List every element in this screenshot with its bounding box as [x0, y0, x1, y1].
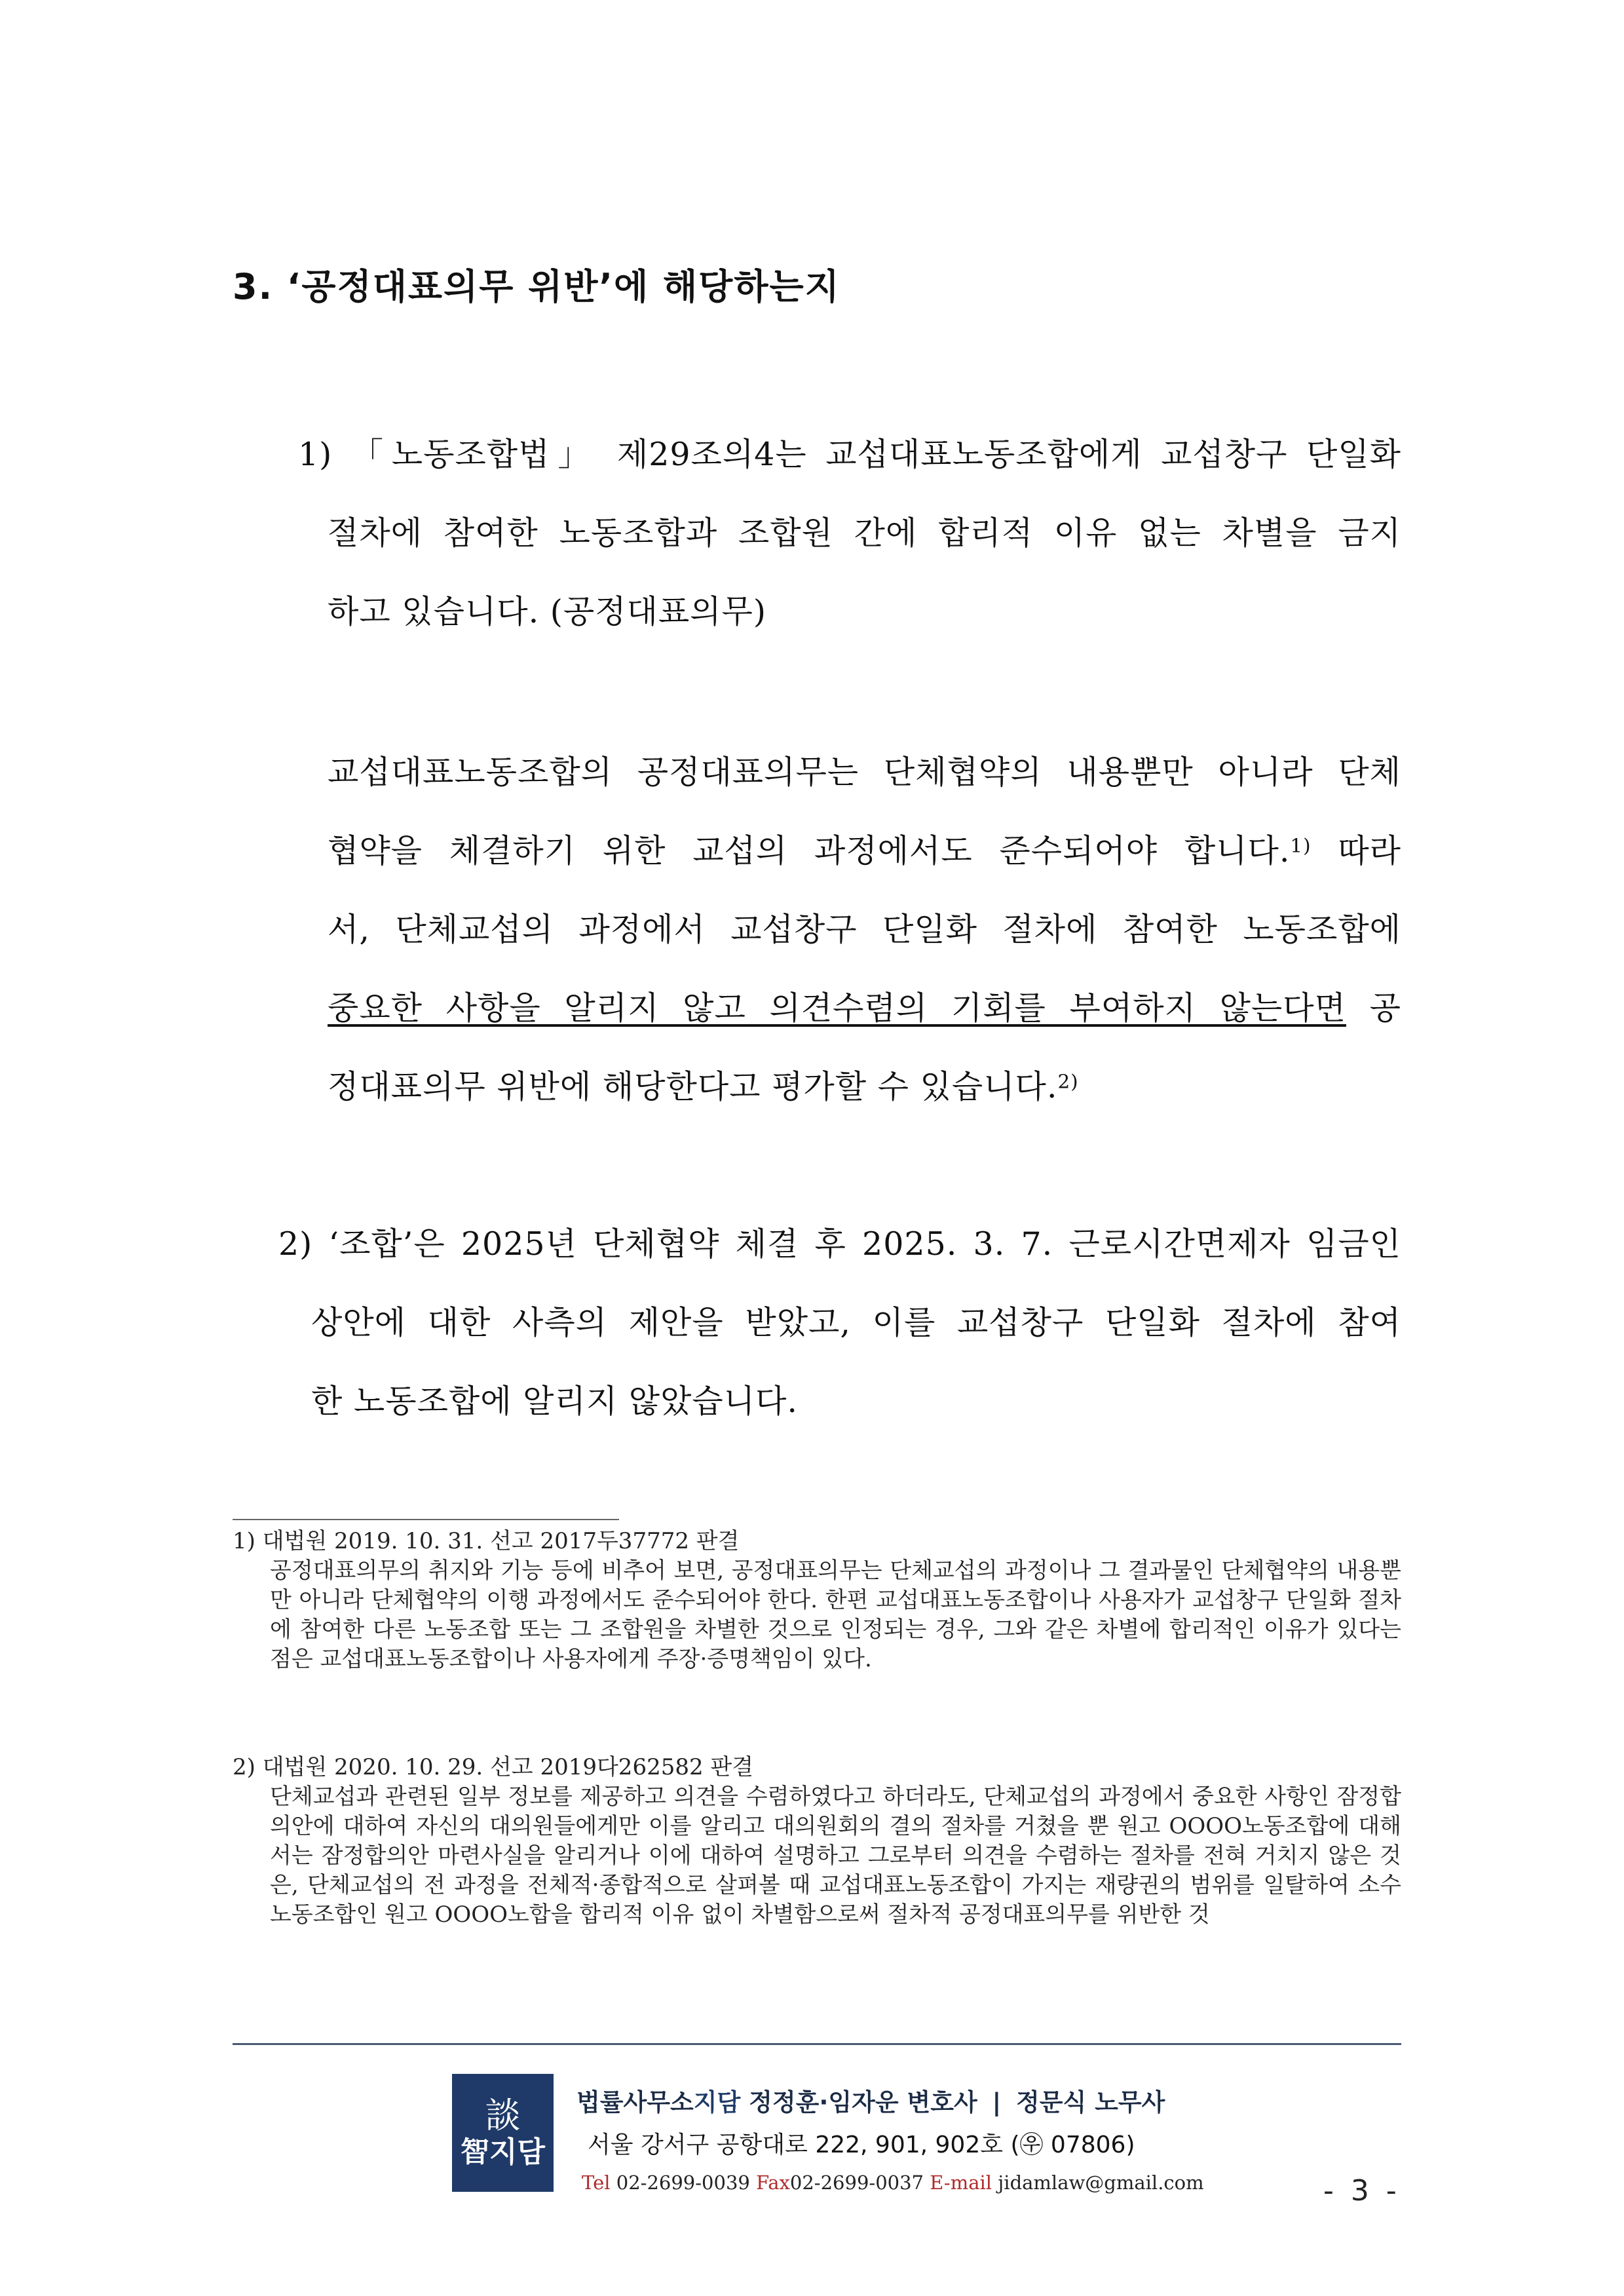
footnote-ref-1[interactable]: 1)	[1290, 834, 1312, 857]
paragraph-line	[328, 1062, 1401, 1107]
firm-separator: |	[992, 2088, 1002, 2116]
section-heading: 3. ‘공정대표의무 위반’에 해당하는지	[233, 266, 840, 307]
paragraph-line	[328, 983, 1401, 1029]
paragraph-line: 상안에 대한 사측의 제안을 받았고, 이를 교섭창구 단일화 절차에 참여	[311, 1304, 1401, 1341]
footnote-ref-2[interactable]: 2)	[1057, 1070, 1079, 1093]
footnote-citation: 1) 대법원 2019. 10. 31. 선고 2017두37772 판결	[233, 1528, 740, 1554]
footnote-1	[233, 1527, 1401, 1674]
firm-name	[576, 2082, 1165, 2118]
firm-contact	[582, 2172, 1204, 2194]
underlined-text: 중요한 사항을 알리지 않고 의견수렴의 기회를 부여하지 않는다면	[328, 989, 1346, 1027]
email-label: E-mail	[930, 2172, 992, 2194]
paragraph-line: 한 노동조합에 알리지 않았습니다.	[311, 1383, 798, 1420]
paragraph-line: 서, 단체교섭의 과정에서 교섭창구 단일화 절차에 참여한 노동조합에	[328, 911, 1401, 948]
footnote-separator	[233, 1519, 619, 1520]
paragraph-line	[328, 826, 1401, 871]
firm-brand: 지담	[693, 2088, 741, 2116]
paragraph-line: 교섭대표노동조합의 공정대표의무는 단체협약의 내용뿐만 아니라 단체	[328, 754, 1401, 791]
page-number: - 3 -	[1323, 2174, 1401, 2208]
line-text: 협약을 체결하기 위한 교섭의 과정에서도 준수되어야 합니다.	[328, 832, 1291, 870]
email-address[interactable]: jidamlaw@gmail.com	[998, 2172, 1204, 2194]
footer-divider	[233, 2043, 1401, 2045]
line-text: 공	[1346, 989, 1401, 1027]
footnote-text: 단체교섭과 관련된 일부 정보를 제공하고 의견을 수렴하였다고 하더라도, 단체교섭의 과정에서 중요한 사항인 잠정합의안에 대하여 자신의 대의원들에게만 이를 알리고 대의원회의 결의 절차를 거쳤을 뿐 원고 OOOO노동조합에 대해서는 잠정합의안 마련사실을 알리거나 이에 대하여 설명하고 그로부터 의견을 수렴하는 절차를 전혀 거치지 않은 것은, 단체교섭의 전 과정을 전체적·종합적으로 살펴볼 때 교섭대표노동조합이 가지는 재량권의 범위를 일탈하여 소수노동조합인 원고 OOOO노합을 합리적 이유 없이 차별함으로써 절차적 공정대표의무를 위반한 것	[270, 1784, 1401, 1928]
logo-glyph: 談	[485, 2095, 521, 2136]
tel-number[interactable]: 02-2699-0039	[616, 2172, 750, 2194]
fax-label: Fax	[756, 2172, 790, 2194]
tel-label: Tel	[582, 2172, 611, 2194]
paragraph-line: 절차에 참여한 노동조합과 조합원 간에 합리적 이유 없는 차별을 금지	[328, 514, 1401, 552]
line-text: 따라	[1311, 832, 1401, 870]
firm-logo	[452, 2074, 554, 2192]
paragraph-line: 하고 있습니다. (공정대표의무)	[328, 593, 766, 630]
footnote-2	[233, 1753, 1401, 1930]
firm-address: 서울 강서구 공항대로 222, 901, 902호 (㉾ 07806)	[588, 2132, 1135, 2158]
firm-prefix: 법률사무소	[576, 2088, 694, 2116]
paragraph-line: 2) ‘조합’은 2025년 단체협약 체결 후 2025. 3. 7. 근로시간면제자 임금인	[278, 1225, 1401, 1263]
line-text: 정대표의무 위반에 해당한다고 평가할 수 있습니다.	[328, 1068, 1058, 1105]
paragraph-line: 1) 「노동조합법」 제29조의4는 교섭대표노동조합에게 교섭창구 단일화	[298, 436, 1401, 473]
firm-labor-attorney: 정문식 노무사	[1016, 2088, 1165, 2116]
logo-wordmark: 智지담	[460, 2135, 545, 2169]
fax-number: 02-2699-0037	[789, 2172, 924, 2194]
footnote-citation: 2) 대법원 2020. 10. 29. 선고 2019다262582 판결	[233, 1754, 754, 1780]
footnote-text: 공정대표의무의 취지와 기능 등에 비추어 보면, 공정대표의무는 단체교섭의 과정이나 그 결과물인 단체협약의 내용뿐만 아니라 단체협약의 이행 과정에서도 준수되어야 한다. 한편 교섭대표노동조합이나 사용자가 교섭창구 단일화 절차에 참여한 다른 노동조합 또는 그 조합원을 차별한 것으로 인정되는 경우, 그와 같은 차별에 합리적인 이유가 있다는 점은 교섭대표노동조합이나 사용자에게 주장·증명책임이 있다.	[270, 1558, 1401, 1672]
firm-lawyers: 정정훈·임자운 변호사	[749, 2088, 977, 2116]
